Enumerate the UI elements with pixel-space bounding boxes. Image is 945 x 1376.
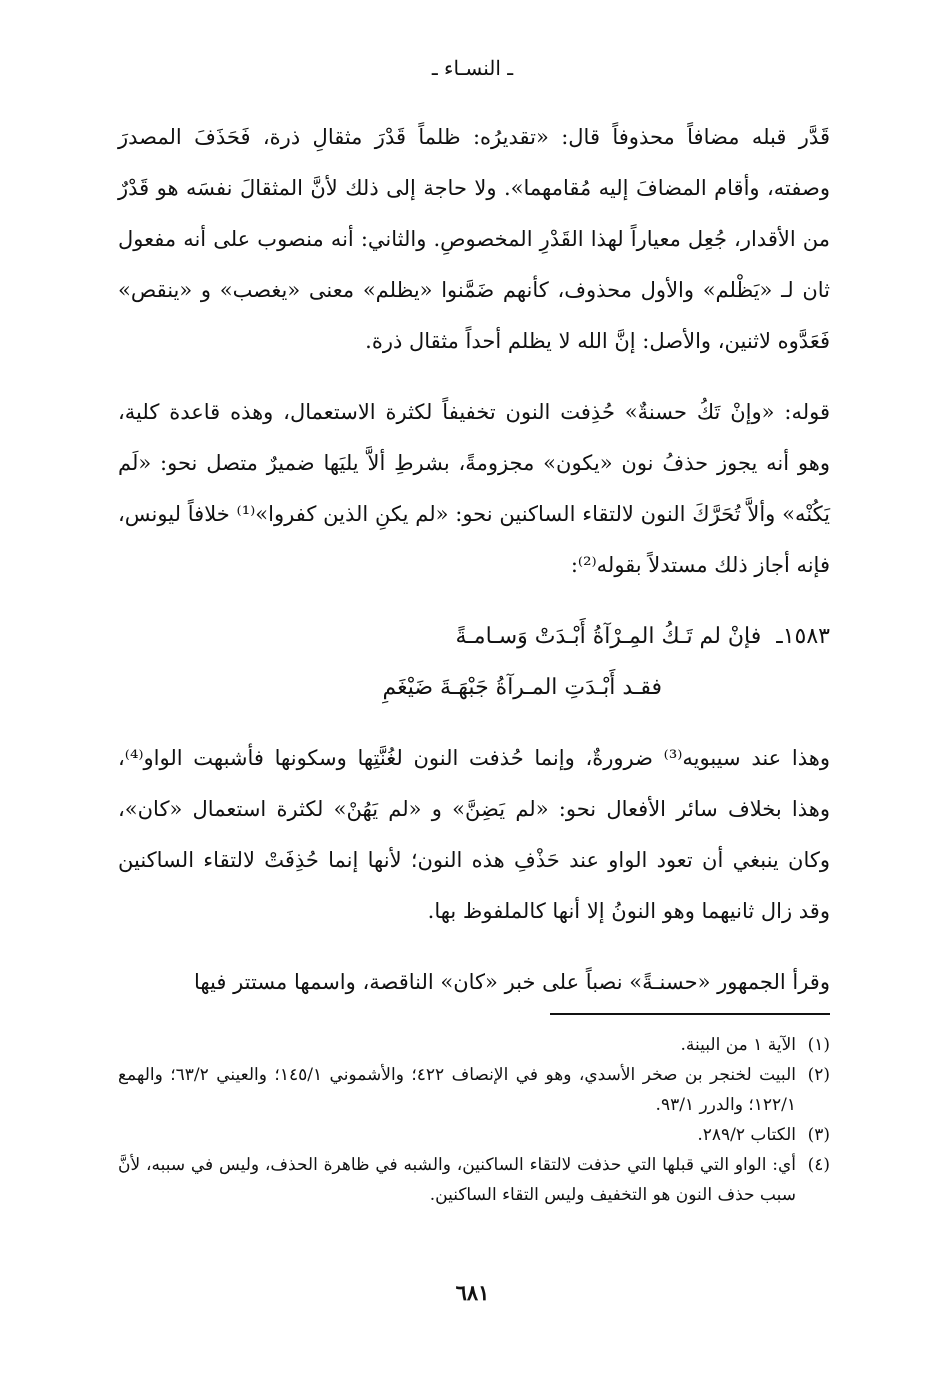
paragraph-gap (118, 937, 830, 957)
main-text (118, 112, 830, 1008)
paragraph-2: قوله: «وإنْ تَكُ حسنةٌ» حُذِفت النون تخفيفاً لكثرة الاستعمال، وهذه قاعدة كلية، وهو أنه يجوز حذفُ نون «يكون» مجزومةً، بشرطِ ألاَّ يليَها ضميرٌ متصل نحو: «لَم يَكُنْه» وألاَّ تُحَرَّكَ النون لالتقاء الساكنين نحو: «لم يكنِ الذين كفروا»⁽¹⁾ خلافاً ليونس، فإنه أجاز ذلك مستدلاً بقوله⁽²⁾: (118, 400, 831, 577)
footnote-text: الآية ١ من البينة. (680, 1035, 796, 1055)
paragraph-gap (118, 591, 830, 611)
footnote-2 (118, 1060, 830, 1120)
footnote-number: (٢) (807, 1065, 830, 1085)
running-head: ـ النسـاء ـ (431, 56, 514, 80)
footnote-3 (118, 1120, 830, 1150)
poetry-verse (118, 611, 830, 713)
footnote-4 (118, 1150, 830, 1210)
verse-second-hemistich: فقـد أَبْـدَتِ المـرآةُ جَبْهَـةَ ضَيْغَمِ (382, 675, 662, 700)
footnote-separator (550, 1013, 830, 1015)
verse-first-hemistich (456, 611, 830, 662)
verse-line-1-text: فإنْ لم تَـكُ المِـرْآةُ أَبْـدَتْ وَسـامـةً (455, 624, 762, 649)
paragraph-3: وهذا عند سيبويه⁽³⁾ ضرورةٌ، وإنما حُذفت النون لغُنَّتِها وسكونها فأشبهت الواو⁽⁴⁾، وهذا بخلاف سائر الأفعال نحو: «لم يَضِنَّ» و «لم يَهُنْ» لكثرة استعمال «كان»، وكان ينبغي أن تعود الواو عند حَذْفِ هذه النون؛ لأنها إنما حُذِفَتْ لالتقاء الساكنين وقد زال ثانيهما وهو النونُ إلا أنها كالملفوظ بها. (118, 746, 830, 923)
footnote-1 (118, 1030, 830, 1060)
footnote-text: أي: الواو التي قبلها التي حذفت لالتقاء الساكنين، والشبه في ظاهرة الحذف، وليس في سببه، لأنَّ سبب حذف النون هو التخفيف وليس التقاء الساكنين. (118, 1155, 796, 1205)
footnote-number: (١) (807, 1035, 830, 1055)
paragraph-4: وقرأ الجمهور «حسنـةً» نصباً على خبر «كان» الناقصة، واسمها مستتر فيها (193, 970, 830, 994)
footnote-number: (٣) (807, 1125, 830, 1145)
paragraph-gap (118, 713, 830, 733)
verse-number: ١٥٨٣ـ (776, 624, 830, 649)
paragraph-gap (118, 367, 830, 387)
page-number: ٦٨١ (455, 1280, 490, 1305)
footnote-text: الكتاب ٢٨٩/٢. (697, 1125, 796, 1145)
footnote-number: (٤) (807, 1155, 830, 1175)
footnote-text: البيت لخنجر بن صخر الأسدي، وهو في الإنصاف ٤٢٢؛ والأشموني ١٤٥/١؛ والعيني ٦٣/٢؛ والهمع ١٢٢/١؛ والدرر ٩٣/١. (118, 1065, 796, 1115)
paragraph-1: قَدَّر قبله مضافاً محذوفاً قال: «تقديرُه: ظلماً قَدْرَ مثقالِ ذرة، فَحَذَفَ المصدرَ وصفته، وأقام المضافَ إليه مُقامهما». ولا حاجة إلى ذلك لأنَّ المثقالَ نفسَه هو قَدْرٌ من الأقدار، جُعِل معياراً لهذا القَدْرِ المخصوصِ. والثاني: أنه منصوب على أنه مفعول ثان لـ «يَظْلم» والأول محذوف، كأنهم ضَمَّنوا «يظلم» معنى «يغصب» و «ينقص» فَعَدَّوه لاثنين، والأصل: إنَّ الله لا يظلم أحداً مثقال ذرة. (118, 125, 830, 353)
footnotes (118, 1030, 830, 1210)
